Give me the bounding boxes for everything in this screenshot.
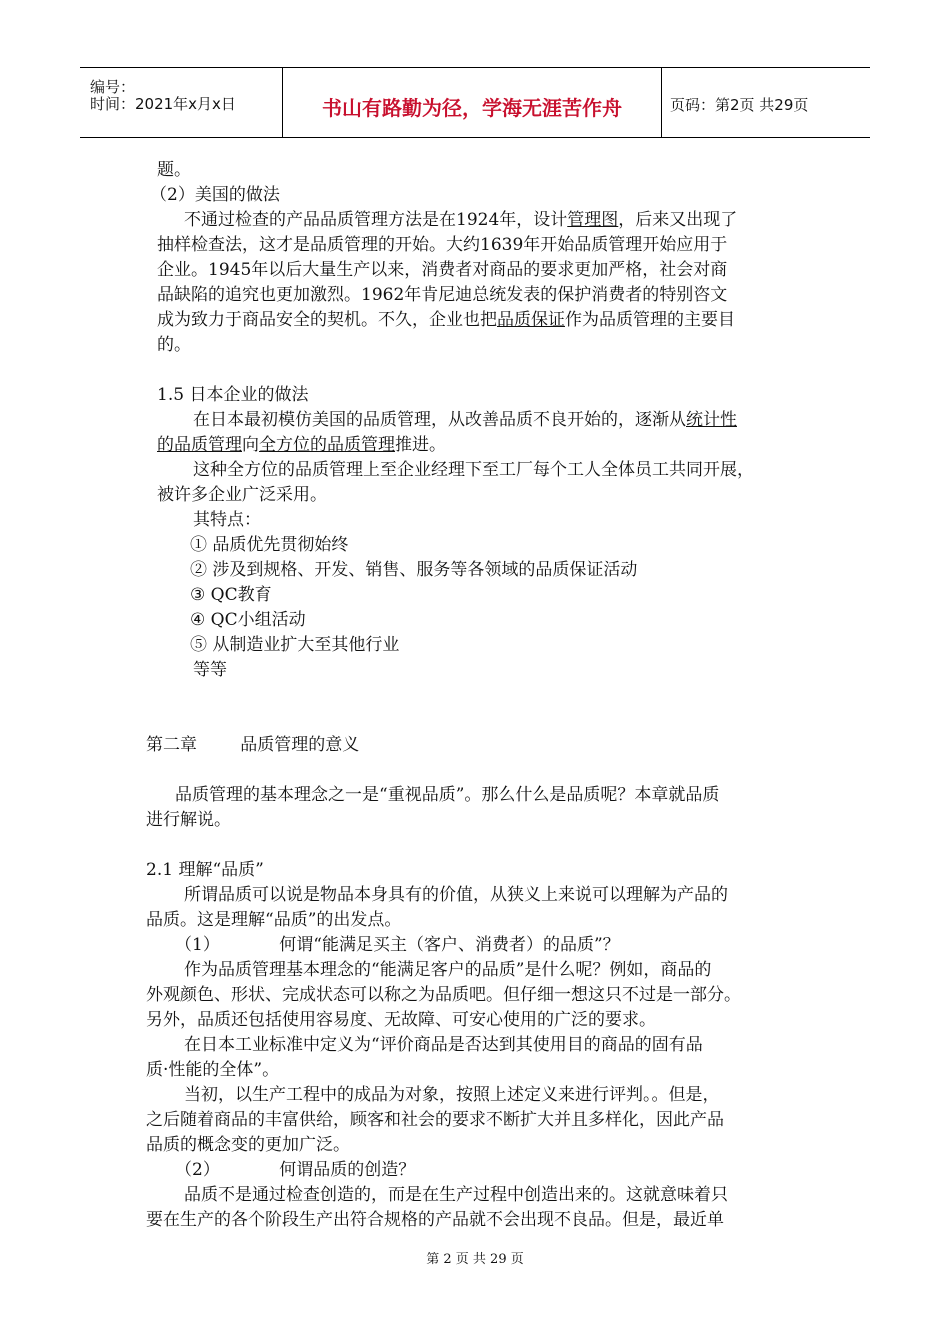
text-line: 当初，以生产工程中的成品为对象，按照上述定义来进行评判。。但是， (184, 1085, 720, 1105)
header-motto-cell (283, 68, 662, 137)
header-info-cell (80, 68, 283, 137)
underlined-term: 全方位的品质管理 (259, 435, 395, 455)
text-line: 被许多企业广泛采用。 (157, 485, 327, 505)
text-line: 企业。1945年以后大量生产以来，消费者对商品的要求更加严格，社会对商 (157, 260, 728, 280)
page-footer: 第 2 页 共 29 页 (426, 1252, 524, 1267)
underlined-term: 管理图 (567, 210, 619, 230)
text-line: 质·性能的全体”。 (146, 1060, 280, 1080)
time-label: 时间：2021年x月x日 (90, 95, 236, 113)
text-line: 抽样检查法，这才是品质管理的开始。大约1639年开始品质管理开始应用于 (157, 235, 728, 255)
text-span: 作为品质管理的主要目 (565, 310, 735, 330)
text-line: 这种全方位的品质管理上至企业经理下至工厂每个工人全体员工共同开展， (193, 460, 754, 480)
page-header (80, 67, 870, 138)
text-span: 不通过检查的产品品质管理方法是在1924年，设计 (184, 210, 568, 230)
text-line: 品缺陷的追究也更加激烈。1962年肯尼迪总统发表的保护消费者的特别咨文 (157, 285, 728, 305)
text-line (157, 308, 735, 332)
text-line: 题。 (157, 160, 191, 180)
text-line: 的。 (157, 335, 191, 355)
section-heading: （2）美国的做法 (150, 185, 280, 205)
underlined-term: 统计性 (686, 410, 737, 430)
subsection-heading: （2） 何谓品质的创造？ (175, 1160, 416, 1180)
number-label: 编号： (90, 78, 136, 96)
text-span: 成为致力于商品安全的契机。不久，企业也把 (157, 310, 497, 330)
underlined-term: 的品质管理 (157, 435, 242, 455)
section-heading: 2.1 理解“品质” (146, 860, 264, 880)
text-line: 之后随着商品的丰富供给，顾客和社会的要求不断扩大并且多样化，因此产品 (146, 1110, 724, 1130)
text-line: 品质管理的基本理念之一是“重视品质”。那么什么是品质呢？本章就品质 (175, 785, 720, 805)
list-item: ② 涉及到规格、开发、销售、服务等各领域的品质保证活动 (190, 560, 638, 580)
header-page-cell (662, 68, 870, 137)
text-line: 进行解说。 (146, 810, 231, 830)
text-span: 在日本最初模仿美国的品质管理，从改善品质不良开始的，逐渐从 (193, 410, 686, 430)
text-line: 作为品质管理基本理念的“能满足客户的品质”是什么呢？例如，商品的 (184, 960, 712, 980)
text-line (193, 408, 737, 432)
list-item: ④ QC小组活动 (190, 610, 306, 630)
chapter-heading: 第二章 品质管理的意义 (146, 735, 360, 755)
text-span: 向 (242, 435, 259, 455)
list-item: ① 品质优先贯彻始终 (190, 535, 349, 555)
section-heading: 1.5 日本企业的做法 (157, 385, 309, 405)
text-line: 另外，品质还包括使用容易度、无故障、可安心使用的广泛的要求。 (146, 1010, 656, 1030)
text-line (184, 208, 737, 232)
header-motto: 书山有路勤为径，学海无涯苦作舟 (322, 96, 622, 120)
text-span: 推进。 (395, 435, 446, 455)
list-item: ③ QC教育 (190, 585, 272, 605)
list-item: ⑤ 从制造业扩大至其他行业 (190, 635, 400, 655)
text-line: 品质的概念变的更加广泛。 (146, 1135, 350, 1155)
text-line: 所谓品质可以说是物品本身具有的价值，从狭义上来说可以理解为产品的 (184, 885, 728, 905)
text-line: 等等 (193, 660, 227, 680)
text-line: 品质。这是理解“品质”的出发点。 (146, 910, 402, 930)
header-page-info: 页码：第2页 共29页 (670, 96, 809, 114)
text-line: 外观颜色、形状、完成状态可以称之为品质吧。但仔细一想这只不过是一部分。 (146, 985, 741, 1005)
underlined-term: 品质保证 (497, 310, 565, 330)
text-span: ，后来又出现了 (618, 210, 738, 230)
text-line: 要在生产的各个阶段生产出符合规格的产品就不会出现不良品。但是，最近单 (146, 1210, 724, 1230)
text-line (157, 433, 446, 457)
text-line: 其特点： (193, 510, 261, 530)
subsection-heading: （1） 何谓“能满足买主（客户、消费者）的品质”？ (175, 935, 620, 955)
text-line: 在日本工业标准中定义为“评价商品是否达到其使用目的商品的固有品 (184, 1035, 703, 1055)
text-line: 品质不是通过检查创造的，而是在生产过程中创造出来的。这就意味着只 (184, 1185, 728, 1205)
